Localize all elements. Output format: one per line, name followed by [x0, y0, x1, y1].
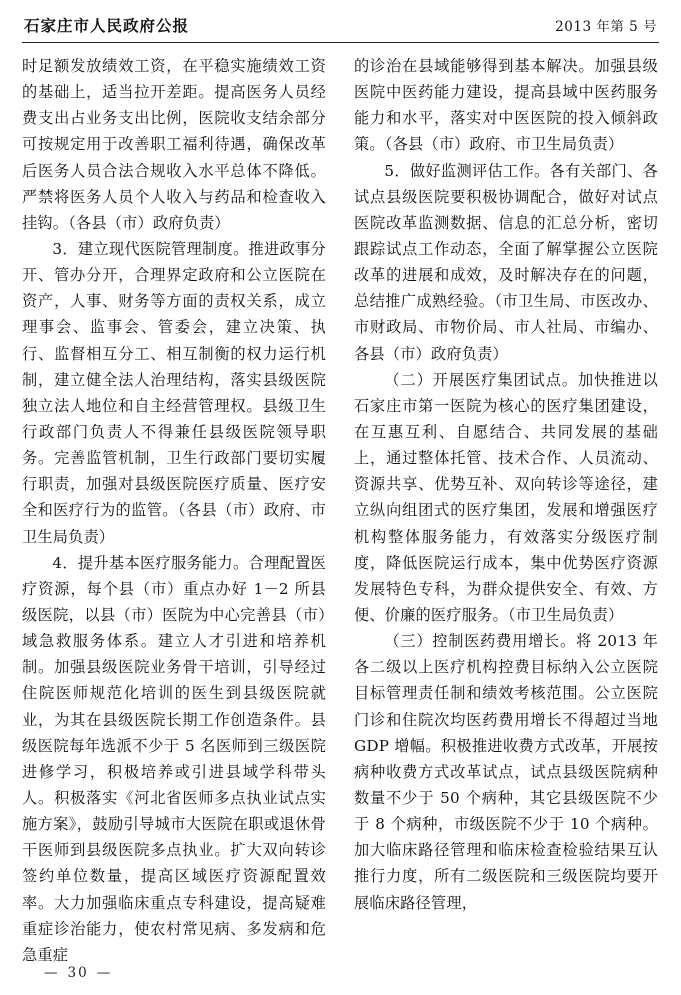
paragraph: 5．做好监测评估工作。各有关部门、各试点县级医院要积极协调配合，做好对试点医院改革监测数据、信息的汇总分析，密切跟踪试点工作动态，全面了解掌握公立医院改革的进展和成效，及时解决存在的问题，总结推广成熟经验。（市卫生局、市医改办、市财政局、市物价局、市人社局、市编办、各县（市）政府负责） — [354, 161, 658, 363]
right-column — [354, 53, 658, 953]
page-number: 30 — [67, 965, 89, 981]
issue-label: 2013 年第 5 号 — [555, 19, 657, 35]
paragraph: 的诊治在县域能够得到基本解决。加强县级医院中医药能力建设，提高县域中医药服务能力和水平，落实对中医医院的投入倾斜政策。（各县（市）政府、市卫生局负责） — [354, 57, 658, 154]
folio — [36, 965, 120, 981]
publication-title: 石家庄市人民政府公报 — [24, 16, 190, 35]
page-header — [22, 14, 659, 42]
page-footer — [36, 965, 120, 981]
two-column-body — [22, 53, 659, 964]
paragraph: 3．建立现代医院管理制度。推进政事分开、管办分开，合理界定政府和公立医院在资产，人事、财务等方面的责权关系，成立理事会、监事会、管委会，建立决策、执行、监督相互分工、相互制衡的权力运行机制，建立健全法人治理结构，落实县级医院独立法人地位和自主经营管理权。县级卫生行政部门负责人不得兼任县级医院领导职务。完善监管机制，卫生行政部门要切实履行职责，加强对县级医院医疗质量、医疗安全和医疗行为的监管。（各县（市）政府、市卫生局负责） — [22, 239, 326, 546]
paragraph: （二）开展医疗集团试点。加快推进以石家庄市第一医院为核心的医疗集团建设，在互惠互利、自愿结合、共同发展的基础上，通过整体托管、技术合作、人员流动、资源共享、优势互补、双向转诊等途径，建立纵向组团式的医疗集团，发展和增强医疗机构整体服务能力，有效落实分级医疗制度，降低医院运行成本，集中优势医疗资源发展特色专科，为群众提供安全、有效、方便、价廉的医疗服务。（市卫生局负责） — [354, 370, 658, 624]
folio-dash-left: — — [44, 965, 60, 981]
header-divider — [22, 42, 659, 43]
paragraph: 时足额发放绩效工资，在平稳实施绩效工资的基础上，适当拉开差距。提高医务人员经费支出占业务支出比例，医院收支结余部分可按规定用于改善职工福利待遇，确保改革后医务人员合法合规收入水平总体不降低。严禁将医务人员个人收入与药品和检查收入挂钩。（各县（市）政府负责） — [22, 57, 326, 232]
paragraph: （三）控制医药费用增长。将 2013 年各二级以上医疗机构控费目标纳入公立医院目标管理责任制和绩效考核范围。公立医院门诊和住院次均医药费用增长不得超过当地 GDP 增幅。积极推进收费方式改革，开展按病种收费方式改革试点，试点县级医院病种数量不少于 50 个病种，其它县级医院不少于 8 个病种，市级医院不少于 10 个病种。加大临床路径管理和临床检查检验结果互认推行力度，所有二级医院和三级医院均要开展临床路径管理， — [354, 632, 658, 912]
folio-dash-right: — — [96, 965, 113, 981]
paragraph: 4．提升基本医疗服务能力。合理配置医疗资源，每个县（市）重点办好 1－2 所县级医院，以县（市）医院为中心完善县（市）域急救服务体系。建立人才引进和培养机制。加强县级医院业务骨干培训，引导经过住院医师规范化培训的医生到县级医院就业，为其在县级医院长期工作创造条件。县级医院每年选派不少于 5 名医师到三级医院进修学习，积极培养或引进县域学科带头人。积极落实《河北省医师多点执业试点实施方案》，鼓励引导城市大医院在职或退休骨干医师到县级医院多点执业。扩大双向转诊签约单位数量，提高区域医疗资源配置效率。大力加强临床重点专科建设，提高疑难重症诊治能力，使农村常见病、多发病和危急重症 — [22, 553, 326, 964]
left-column — [22, 53, 326, 964]
